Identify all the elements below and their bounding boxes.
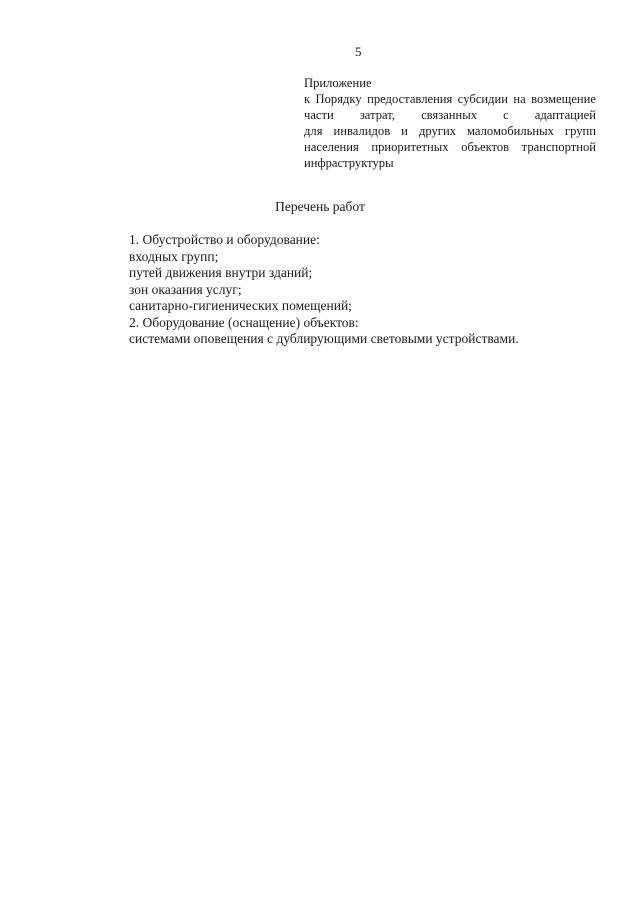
list-item: 2. Оборудование (оснащение) объектов:: [129, 314, 359, 330]
list-item: санитарно-гигиенических помещений;: [129, 298, 352, 313]
appendix-line: части затрат, связанных с адаптацией: [304, 108, 596, 122]
list-item: зон оказания услуг;: [129, 281, 242, 297]
document-title: Перечень работ: [275, 199, 365, 214]
appendix-block: [304, 75, 596, 171]
page-number: 5: [355, 44, 362, 59]
appendix-line: инфраструктуры: [304, 156, 394, 170]
appendix-line: населения приоритетных объектов транспортной: [304, 140, 596, 154]
list-item: 1. Обустройство и оборудование:: [129, 232, 320, 247]
list-item: путей движения внутри зданий;: [129, 265, 313, 280]
appendix-line: к Порядку предоставления субсидии на возмещение: [304, 92, 596, 106]
appendix-heading: Приложение: [304, 76, 372, 90]
list-item: системами оповещения с дублирующими световыми устройствами.: [129, 331, 519, 346]
appendix-line: для инвалидов и других маломобильных групп: [304, 124, 596, 138]
work-list: [129, 232, 519, 348]
list-item: входных групп;: [129, 248, 219, 264]
